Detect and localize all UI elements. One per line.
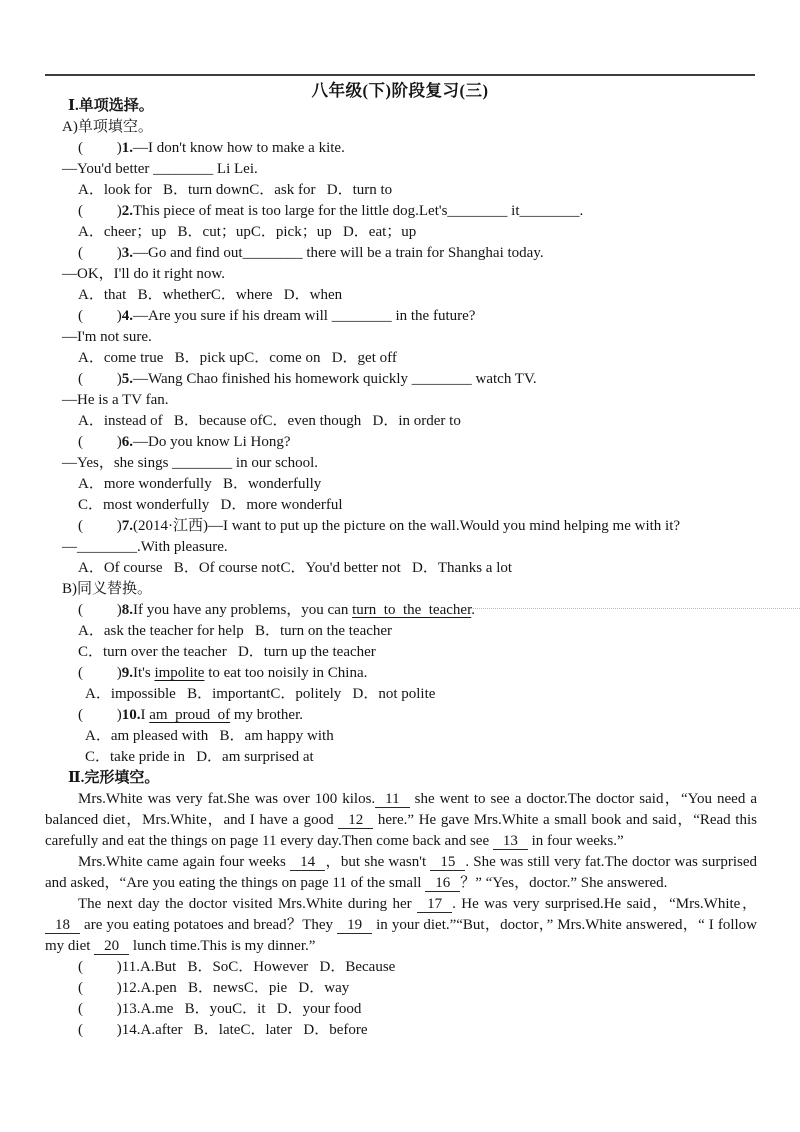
document-line bbox=[62, 390, 757, 411]
text-run: Mrs.White came again four weeks bbox=[78, 854, 291, 870]
cloze-blank: 20 bbox=[94, 938, 129, 955]
document-line bbox=[85, 726, 757, 747]
document-line bbox=[78, 1020, 757, 1041]
dotted-divider bbox=[470, 608, 800, 609]
question-number: 1. bbox=[121, 140, 133, 156]
text-run: ？” “Yes，doctor.” She answered. bbox=[460, 875, 668, 891]
document-line bbox=[78, 621, 757, 642]
text-run: ，but she wasn't bbox=[325, 854, 431, 870]
text-run: ( ) bbox=[78, 980, 122, 996]
document-line bbox=[62, 327, 757, 348]
text-run: my brother. bbox=[230, 707, 303, 723]
document-line bbox=[78, 180, 757, 201]
text-run: to eat too noisily in China. bbox=[204, 665, 368, 681]
text-run: 13.A.me B．youC．it D．your food bbox=[121, 1001, 362, 1017]
text-run: ( ) bbox=[78, 434, 122, 450]
cloze-blank: 15 bbox=[430, 854, 465, 871]
document-line bbox=[78, 663, 757, 684]
header-rule bbox=[45, 74, 755, 76]
text-run: ( ) bbox=[78, 1022, 122, 1038]
text-run: ( ) bbox=[78, 602, 122, 618]
text-run: A．look for B．turn downC．ask for D．turn to bbox=[78, 182, 393, 198]
document-line bbox=[85, 747, 757, 768]
question-number: 7. bbox=[121, 518, 133, 534]
text-run: —Go and find out________ there will be a train for Shanghai today. bbox=[133, 245, 544, 261]
text-run: ( ) bbox=[78, 665, 122, 681]
text-run: 14.A.after B．lateC．later D．before bbox=[121, 1022, 368, 1038]
text-run: ( ) bbox=[78, 308, 122, 324]
cloze-blank: 11 bbox=[375, 791, 409, 808]
subsection-heading bbox=[62, 579, 757, 600]
cloze-blank: 14 bbox=[290, 854, 325, 871]
cloze-blank: 17 bbox=[417, 896, 452, 913]
text-run: —________.With pleasure. bbox=[62, 539, 228, 555]
text-run: 11.A.But B．SoC．However D．Because bbox=[121, 959, 396, 975]
document-line bbox=[62, 264, 757, 285]
document-line bbox=[62, 159, 757, 180]
text-run: are you eating potatoes and bread？They bbox=[80, 917, 338, 933]
text-run: The next day the doctor visited Mrs.White during her bbox=[78, 896, 418, 912]
document-line bbox=[62, 537, 757, 558]
document-line bbox=[78, 516, 757, 537]
text-run: —I don't know how to make a kite. bbox=[133, 140, 345, 156]
document-line bbox=[78, 978, 757, 999]
text-run: —You'd better ________ Li Lei. bbox=[62, 161, 258, 177]
text-run: —Do you know Li Hong? bbox=[133, 434, 291, 450]
document-body bbox=[45, 96, 757, 1041]
text-run: C．take pride in D．am surprised at bbox=[85, 749, 314, 765]
document-line bbox=[78, 642, 757, 663]
text-run: lunch time.This is my dinner.” bbox=[129, 938, 316, 954]
document-line bbox=[78, 201, 757, 222]
text-run: A．instead of B．because ofC．even though D．in order to bbox=[78, 413, 461, 429]
underlined-phrase: impolite bbox=[154, 665, 205, 681]
question-number: 9. bbox=[121, 665, 133, 681]
text-run: This piece of meat is too large for the little dog.Let's________ it________. bbox=[133, 203, 584, 219]
underlined-phrase: am proud of bbox=[149, 707, 231, 723]
cloze-blank: 18 bbox=[45, 917, 80, 934]
text-run: —Yes，she sings ________ in our school. bbox=[62, 455, 318, 471]
document-line bbox=[78, 348, 757, 369]
text-run: ( ) bbox=[78, 245, 122, 261]
question-number: 2. bbox=[121, 203, 133, 219]
question-number: 5. bbox=[121, 371, 133, 387]
text-run: I bbox=[140, 707, 150, 723]
text-run: A．Of course B．Of course notC．You'd better not D．Thanks a lot bbox=[78, 560, 513, 576]
text-run: A．cheer；up B．cut；upC．pick；up D．eat；up bbox=[78, 224, 417, 240]
question-number: Ⅱ.完形填空。 bbox=[68, 770, 160, 786]
section-heading bbox=[68, 96, 757, 117]
text-run: she went to see a doctor.The doctor said，“You need a balanced diet，Mrs.White，and I have a good bbox=[45, 791, 758, 828]
text-run: ( ) bbox=[78, 371, 122, 387]
text-run: in your diet.”“But，doctor，” Mrs.White answered，“ I follow my diet bbox=[45, 917, 757, 954]
document-line bbox=[78, 222, 757, 243]
text-run: ( ) bbox=[78, 518, 122, 534]
document-line bbox=[78, 369, 757, 390]
text-run: ( ) bbox=[78, 707, 122, 723]
text-run: Mrs.White was very fat.She was over 100 kilos. bbox=[78, 791, 376, 807]
document-line bbox=[78, 705, 757, 726]
document-line bbox=[78, 306, 757, 327]
text-run: here.” He gave Mrs.White a small book and said，“Read this carefully and eat the things on page 11 every day.Then come back and see bbox=[45, 812, 757, 849]
document-line bbox=[78, 558, 757, 579]
document-line bbox=[78, 432, 757, 453]
text-run: —OK，I'll do it right now. bbox=[62, 266, 225, 282]
text-run: C．turn over the teacher D．turn up the teacher bbox=[78, 644, 376, 660]
section-heading bbox=[68, 768, 757, 789]
text-run: If you have any problems，you can bbox=[133, 602, 353, 618]
text-run: —I'm not sure. bbox=[62, 329, 152, 345]
question-number: 6. bbox=[121, 434, 133, 450]
text-run: —Are you sure if his dream will ________ in the future? bbox=[133, 308, 476, 324]
text-run: —He is a TV fan. bbox=[62, 392, 169, 408]
text-run: It's bbox=[133, 665, 155, 681]
document-line bbox=[78, 285, 757, 306]
text-run: A．ask the teacher for help B．turn on the teacher bbox=[78, 623, 393, 639]
text-run: . He was very surprised.He said，“Mrs.White， bbox=[452, 896, 757, 912]
question-number: 3. bbox=[121, 245, 133, 261]
question-number: 10. bbox=[121, 707, 141, 723]
text-run: 12.A.pen B．newsC．pie D．way bbox=[121, 980, 350, 996]
text-run: in four weeks.” bbox=[527, 833, 624, 849]
text-run: A．more wonderfully B．wonderfully bbox=[78, 476, 322, 492]
text-run: ( ) bbox=[78, 203, 122, 219]
text-run: A)单项填空。 bbox=[62, 119, 153, 135]
document-line bbox=[78, 138, 757, 159]
document-line bbox=[78, 411, 757, 432]
cloze-paragraph bbox=[45, 852, 757, 894]
text-run: . bbox=[471, 602, 475, 618]
question-number: 8. bbox=[121, 602, 133, 618]
text-run: ( ) bbox=[78, 1001, 122, 1017]
cloze-paragraph bbox=[45, 894, 757, 957]
cloze-blank: 19 bbox=[337, 917, 372, 934]
text-run: A．am pleased with B．am happy with bbox=[85, 728, 334, 744]
cloze-blank: 13 bbox=[493, 833, 528, 850]
cloze-paragraph bbox=[45, 789, 757, 852]
cloze-blank: 16 bbox=[425, 875, 460, 892]
text-run: A．come true B．pick upC．come on D．get off bbox=[78, 350, 397, 366]
text-run: (2014·江西)—I want to put up the picture on the wall.Would you mind helping me with it? bbox=[133, 518, 681, 534]
question-number: Ⅰ.单项选择。 bbox=[68, 98, 154, 114]
document-line bbox=[78, 474, 757, 495]
text-run: ( ) bbox=[78, 140, 122, 156]
cloze-blank: 12 bbox=[338, 812, 373, 829]
page-title: 八年级(下)阶段复习(三) bbox=[311, 81, 489, 100]
document-line bbox=[78, 243, 757, 264]
document-line bbox=[62, 453, 757, 474]
question-number: 4. bbox=[121, 308, 133, 324]
subsection-heading bbox=[62, 117, 757, 138]
document-line bbox=[85, 684, 757, 705]
document-line bbox=[78, 957, 757, 978]
document-line bbox=[78, 600, 757, 621]
text-run: ( ) bbox=[78, 959, 122, 975]
text-run: —Wang Chao finished his homework quickly ________ watch TV. bbox=[133, 371, 537, 387]
text-run: A．impossible B．importantC．politely D．not polite bbox=[85, 686, 436, 702]
text-run: C．most wonderfully D．more wonderful bbox=[78, 497, 343, 513]
text-run: B)同义替换。 bbox=[62, 581, 153, 597]
text-run: A．that B．whetherC．where D．when bbox=[78, 287, 343, 303]
text-run: . She was still very fat.The doctor was surprised and asked，“Are you eating the things on page 11 of the small bbox=[45, 854, 757, 891]
document-line bbox=[78, 495, 757, 516]
underlined-phrase: turn to the teacher bbox=[352, 602, 472, 618]
document-line bbox=[78, 999, 757, 1020]
